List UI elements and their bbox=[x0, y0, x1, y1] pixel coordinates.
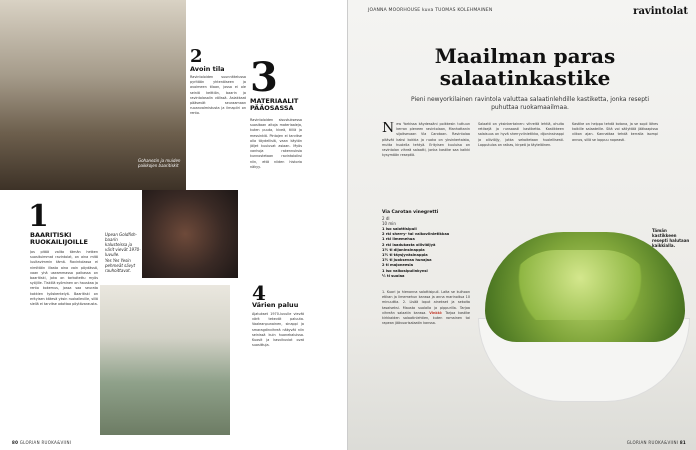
article-column-3: Kastike on helppo tehdä kotona, ja se sopii lähes kaikille salaateille. Sitä voi säilyttää jääkaapissa viikon ajan. Kannattaa tehdä kerralla isompi annos, sillä se loppuu nopeasti. bbox=[572, 122, 658, 142]
item-1-heading: BAARITISKI RUOKAILIJOILLE bbox=[30, 231, 88, 246]
item-3-number: 3 bbox=[250, 54, 278, 101]
left-footer bbox=[12, 440, 71, 445]
recipe-steps-text: 1. Kuori ja hienonna salottisipuli. Laita se kulhoon etikan ja limemehun kanssa ja anna marinoitua 10 minuuttia. 2. Lisää loput ainekset ja sekoita tasaiseksi. Mausta suolalla ja pippurilla. Tarjoa vihreän salaatin kanssa. bbox=[382, 290, 470, 315]
item-4-number: 4 bbox=[252, 281, 266, 305]
recipe-title: Via Carotan vinegretti bbox=[382, 210, 439, 215]
article-column-1 bbox=[382, 122, 470, 206]
left-page-number: 80 bbox=[12, 440, 19, 445]
article-lede: Pieni newyorkilainen ravintola valuttaa salaatinlehdille kastiketta, jonka resepti puhuttaa ruokamaailmaa. bbox=[410, 96, 650, 111]
item-1-body: Jos pitää valita tämän hetken suosituimmat ravintolat, on aina mitä luultavimmin tämä. Ravintolassa ei nimittäin illasta aina vain pöydässä, vaan yhä useammassa paikassa on baaritiski, joka on tarkoitettu myös syöjille. Tiskillä syöminen on hauskaa ja rento kokemus, jossa saa seurata kokkien työskentelyä. Baaritiski on erityisen kätevä yksin ruokaileville, sillä siellä ei tarvitse odottaa pöytävarausta. bbox=[30, 250, 98, 307]
dining-photo-caption: Upean Goldfish-baarin kalusteissa ja värit vievät 1970-luvulle. bbox=[105, 232, 141, 257]
left-magazine-name: GLORIAN RUOKA&VIINI bbox=[19, 440, 72, 445]
item-3-heading: MATERIAALIT PÄÄOSASSA bbox=[250, 97, 299, 112]
item-4-heading: Värien paluu bbox=[252, 301, 299, 309]
ingredient-item: ½ tl suolaa bbox=[382, 273, 405, 278]
dining-photo bbox=[142, 190, 238, 278]
right-page-number: 81 bbox=[679, 440, 686, 445]
item-2-heading: Avoin tila bbox=[190, 65, 225, 73]
right-magazine-name: GLORIAN RUOKA&VIINI bbox=[626, 440, 679, 445]
ingredient-item: 1 iso salottisipuli bbox=[382, 227, 417, 231]
salad-photo-caption: Tämän kastikkeen resepti halutaan kaikkialla. bbox=[652, 228, 690, 248]
item-1-number: 1 bbox=[28, 199, 49, 234]
recipe-steps bbox=[382, 290, 470, 326]
ingredient-item: 1 iso valkosipulinkynsi bbox=[382, 268, 428, 273]
hall-photo bbox=[100, 285, 230, 435]
lettuce-highlight bbox=[505, 250, 655, 320]
ingredient-item: 1 rkl limemehua bbox=[382, 237, 415, 242]
item-3-body: Ravintoloiden sisustuksessa suositaan aitoja materiaaleja, kuten puuta, kiveä, tiiliä ja messinkiä. Pintojen ei tarvitse olla täydellisiä, vaan käytön jäljet kuuluvat asiaan. Myös vanhoja rakennuksia kunnostetaan ravintoloiksi niin, että niiden historia näkyy. bbox=[250, 118, 302, 169]
item-2-number: 2 bbox=[190, 46, 203, 67]
ingredient-item: 1½ tl juoksevaa hunajaa bbox=[382, 258, 432, 263]
recipe-servings: 2 dl bbox=[382, 216, 390, 221]
ingredient-item: 1½ tl dijoninsinappia bbox=[382, 247, 425, 252]
article-column-2: Salaatti on yksinkertainen: vihreitä lehtiä, ohuita retiisejä ja runsaasti kastiketta. Kastikkeen salaisuus on hyvä sherryviinietikka, dijoninsinappi ja oliiviöljy, jotka sekoitetaan huolellisesti. Lopputulos on raikas, kirpeä ja täyteläinen. bbox=[478, 122, 564, 147]
ingredient-item: 2 rkl sherry- tai valkoviinietikkaa bbox=[382, 232, 450, 237]
recipe-tip-label: Vinkki: bbox=[429, 310, 443, 315]
item-4-body: Ajatukset 1970-luvulle vievät värit tekevät paluuta. Vaaleanpunainen, sinappi ja smaragdinvihreä näkyvät niin seinissä kuin huonekaluissa. Kuosit ja kasvikuviot ovat suosittuja. bbox=[252, 312, 304, 348]
ingredient-list bbox=[382, 227, 470, 279]
article-column-1-text: ew Yorkissa käydessäni poikkesin tuttuun kerran pieneen ravintolaan, Manhattanin sijaitsevaan Via Carotaan. Ravintolaa pitävät kaksi kokkia ja ruoka on yksinkertaista, mutta huolella tehtyä. Erityisen kuuluisa on ravintolan vihreä salaatti, jonka kastike saa kaikki kysymään reseptiä. bbox=[382, 122, 470, 158]
ingredient-item: 2 rkl laadukasta oliiviöljyä bbox=[382, 242, 436, 247]
section-title: ravintolat bbox=[633, 6, 688, 17]
recipe-time: 10 min bbox=[382, 221, 396, 226]
bar-photo-caption: Gohanezin ja muiden paikkojen baaritiskit bbox=[138, 158, 181, 168]
item-2-body: Ravintoloiden suunnittelussa pyritään yhtenäiseen ja avoimeen tilaan, jossa ei ole seiniä keittiön, baarin ja ravintolasalin välissä. Asiakkaat pääsevät seuraamaan ruoanvalmistusta ja ilmapiiri on rento. bbox=[190, 75, 246, 116]
right-footer bbox=[627, 440, 686, 445]
dropcap: N bbox=[382, 122, 395, 136]
recipe-tip: Tarjoa kastike kirkkaiden salaatinlehtien, kuten romainen tai rapean jäävuorisalaatin kanssa. bbox=[382, 310, 470, 326]
ingredient-item: 1½ tl täysjyväsinappia bbox=[382, 253, 428, 258]
photo-credit: JOANNA MOORHOUSE kuva TUOMAS KOLEHMAINEN bbox=[368, 8, 493, 13]
hall-photo-caption: Yes Yes Yesin pehmeät sävyt rauhoittavat. bbox=[105, 258, 136, 273]
ingredient-item: 2 tl majoneesia bbox=[382, 263, 414, 268]
article-title: Maailman paras salaatinkastike bbox=[434, 44, 616, 90]
